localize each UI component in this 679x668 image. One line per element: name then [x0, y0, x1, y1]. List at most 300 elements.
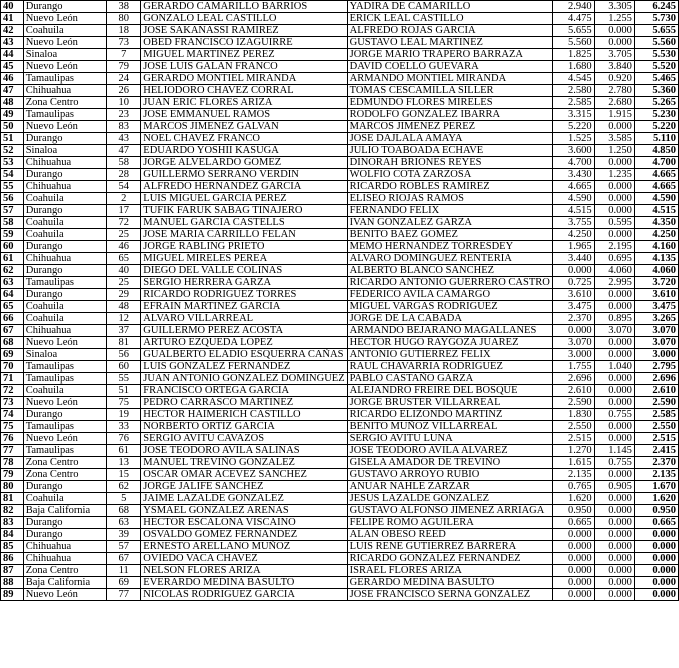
- table-row: [1, 421, 679, 433]
- candidate-number-cell: 83: [107, 121, 141, 133]
- total-cell: 3.070: [634, 325, 678, 337]
- rank-cell: 72: [1, 385, 24, 397]
- rank-cell: 54: [1, 169, 24, 181]
- candidate-name-cell: GUILLERMO SERRANO VERDIN: [141, 169, 347, 181]
- total-cell: 4.135: [634, 253, 678, 265]
- candidate-name-cell: SERGIO HERRERA GARZA: [141, 277, 347, 289]
- candidate-number-cell: 12: [107, 313, 141, 325]
- table-row: [1, 445, 679, 457]
- value-1-cell: 1.680: [552, 61, 594, 73]
- value-1-cell: 2.370: [552, 313, 594, 325]
- state-cell: Tamaulipas: [23, 109, 107, 121]
- total-cell: 0.000: [634, 541, 678, 553]
- candidate-number-cell: 39: [107, 529, 141, 541]
- candidate-name-cell: JOSE EMMANUEL RAMOS: [141, 109, 347, 121]
- total-cell: 0.950: [634, 505, 678, 517]
- candidate-name-cell: ALVARO VILLARREAL: [141, 313, 347, 325]
- suplente-name-cell: YADIRA DE CAMARILLO: [347, 1, 552, 13]
- suplente-name-cell: RAUL CHAVARRIA RODRIGUEZ: [347, 361, 552, 373]
- suplente-name-cell: ALBERTO BLANCO SANCHEZ: [347, 265, 552, 277]
- value-1-cell: 4.515: [552, 205, 594, 217]
- value-2-cell: 0.000: [594, 493, 634, 505]
- total-cell: 3.265: [634, 313, 678, 325]
- state-cell: Zona Centro: [23, 469, 107, 481]
- table-row: [1, 1, 679, 13]
- table-row: [1, 397, 679, 409]
- table-row: [1, 121, 679, 133]
- value-1-cell: 0.000: [552, 325, 594, 337]
- suplente-name-cell: FELIPE ROMO AGUILERA: [347, 517, 552, 529]
- table-row: [1, 481, 679, 493]
- candidate-number-cell: 25: [107, 277, 141, 289]
- total-cell: 2.135: [634, 469, 678, 481]
- candidate-number-cell: 43: [107, 133, 141, 145]
- table-row: [1, 217, 679, 229]
- candidate-number-cell: 54: [107, 181, 141, 193]
- table-row: [1, 457, 679, 469]
- suplente-name-cell: ISRAEL FLORES ARIZA: [347, 565, 552, 577]
- value-1-cell: 3.070: [552, 337, 594, 349]
- total-cell: 4.160: [634, 241, 678, 253]
- state-cell: Durango: [23, 265, 107, 277]
- rank-cell: 68: [1, 337, 24, 349]
- candidate-number-cell: 67: [107, 553, 141, 565]
- suplente-name-cell: JOSE TEODORO AVILA ALVAREZ: [347, 445, 552, 457]
- value-1-cell: 2.580: [552, 85, 594, 97]
- total-cell: 5.520: [634, 61, 678, 73]
- candidate-name-cell: HECTOR HAIMERICH CASTILLO: [141, 409, 347, 421]
- total-cell: 4.665: [634, 169, 678, 181]
- value-2-cell: 1.145: [594, 445, 634, 457]
- value-1-cell: 3.000: [552, 349, 594, 361]
- table-row: [1, 13, 679, 25]
- value-1-cell: 1.525: [552, 133, 594, 145]
- value-1-cell: 0.765: [552, 481, 594, 493]
- value-1-cell: 3.600: [552, 145, 594, 157]
- value-1-cell: 0.000: [552, 541, 594, 553]
- table-row: [1, 565, 679, 577]
- rank-cell: 64: [1, 289, 24, 301]
- state-cell: Coahuila: [23, 385, 107, 397]
- total-cell: 4.250: [634, 229, 678, 241]
- value-2-cell: 2.680: [594, 97, 634, 109]
- candidate-number-cell: 77: [107, 589, 141, 601]
- value-1-cell: 0.000: [552, 265, 594, 277]
- table-body: [1, 1, 679, 601]
- rank-cell: 58: [1, 217, 24, 229]
- value-2-cell: 1.235: [594, 169, 634, 181]
- candidate-number-cell: 24: [107, 73, 141, 85]
- rank-cell: 89: [1, 589, 24, 601]
- candidate-number-cell: 38: [107, 1, 141, 13]
- value-2-cell: 0.000: [594, 553, 634, 565]
- value-2-cell: 2.780: [594, 85, 634, 97]
- rank-cell: 69: [1, 349, 24, 361]
- table-row: [1, 97, 679, 109]
- value-2-cell: 0.920: [594, 73, 634, 85]
- state-cell: Tamaulipas: [23, 277, 107, 289]
- candidate-name-cell: NELSON FLORES ARIZA: [141, 565, 347, 577]
- value-1-cell: 2.940: [552, 1, 594, 13]
- suplente-name-cell: GUSTAVO ARROYO RUBIO: [347, 469, 552, 481]
- suplente-name-cell: DAVID COELLO GUEVARA: [347, 61, 552, 73]
- candidate-number-cell: 2: [107, 193, 141, 205]
- candidate-name-cell: EFRAIN MARTINEZ GARCIA: [141, 301, 347, 313]
- state-cell: Coahuila: [23, 217, 107, 229]
- suplente-name-cell: ALAN OBESO REED: [347, 529, 552, 541]
- rank-cell: 46: [1, 73, 24, 85]
- table-row: [1, 229, 679, 241]
- value-1-cell: 2.610: [552, 385, 594, 397]
- rank-cell: 75: [1, 421, 24, 433]
- table-row: [1, 253, 679, 265]
- candidate-number-cell: 10: [107, 97, 141, 109]
- rank-cell: 42: [1, 25, 24, 37]
- suplente-name-cell: EDMUNDO FLORES MIRELES: [347, 97, 552, 109]
- candidate-number-cell: 28: [107, 169, 141, 181]
- total-cell: 0.000: [634, 577, 678, 589]
- value-2-cell: 0.695: [594, 253, 634, 265]
- suplente-name-cell: ALVARO DOMINGUEZ RENTERIA: [347, 253, 552, 265]
- state-cell: Durango: [23, 1, 107, 13]
- value-1-cell: 2.550: [552, 421, 594, 433]
- value-2-cell: 0.595: [594, 217, 634, 229]
- candidate-name-cell: JUAN ERIC FLORES ARIZA: [141, 97, 347, 109]
- state-cell: Tamaulipas: [23, 421, 107, 433]
- table-row: [1, 181, 679, 193]
- rank-cell: 51: [1, 133, 24, 145]
- table-row: [1, 61, 679, 73]
- candidate-name-cell: JUAN ANTONIO GONZALEZ DOMINGUEZ: [141, 373, 347, 385]
- rank-cell: 55: [1, 181, 24, 193]
- rank-cell: 57: [1, 205, 24, 217]
- state-cell: Nuevo León: [23, 61, 107, 73]
- candidate-number-cell: 60: [107, 361, 141, 373]
- rank-cell: 71: [1, 373, 24, 385]
- suplente-name-cell: MARCOS JIMENEZ PEREZ: [347, 121, 552, 133]
- state-cell: Chihuahua: [23, 325, 107, 337]
- candidate-name-cell: SERGIO AVITU CAVAZOS: [141, 433, 347, 445]
- candidate-name-cell: DIEGO DEL VALLE COLINAS: [141, 265, 347, 277]
- value-2-cell: 0.000: [594, 205, 634, 217]
- rank-cell: 80: [1, 481, 24, 493]
- value-1-cell: 0.000: [552, 577, 594, 589]
- candidate-number-cell: 15: [107, 469, 141, 481]
- state-cell: Zona Centro: [23, 457, 107, 469]
- value-1-cell: 1.270: [552, 445, 594, 457]
- candidate-number-cell: 26: [107, 85, 141, 97]
- rank-cell: 44: [1, 49, 24, 61]
- value-2-cell: 0.000: [594, 25, 634, 37]
- value-2-cell: 0.000: [594, 301, 634, 313]
- table-row: [1, 325, 679, 337]
- suplente-name-cell: GISELA AMADOR DE TREVIÑO: [347, 457, 552, 469]
- rank-cell: 61: [1, 253, 24, 265]
- suplente-name-cell: FERNANDO FELIX: [347, 205, 552, 217]
- state-cell: Chihuahua: [23, 85, 107, 97]
- candidate-name-cell: MARCOS JIMENEZ GALVAN: [141, 121, 347, 133]
- state-cell: Tamaulipas: [23, 445, 107, 457]
- total-cell: 2.795: [634, 361, 678, 373]
- value-2-cell: 4.060: [594, 265, 634, 277]
- rank-cell: 52: [1, 145, 24, 157]
- state-cell: Chihuahua: [23, 541, 107, 553]
- value-1-cell: 0.000: [552, 589, 594, 601]
- value-2-cell: 0.755: [594, 409, 634, 421]
- value-2-cell: 3.840: [594, 61, 634, 73]
- suplente-name-cell: ERICK LEAL CASTILLO: [347, 13, 552, 25]
- candidate-number-cell: 18: [107, 25, 141, 37]
- table-row: [1, 169, 679, 181]
- suplente-name-cell: ELISEO RIOJAS RAMOS: [347, 193, 552, 205]
- candidate-name-cell: HECTOR ESCALONA VISCAINO: [141, 517, 347, 529]
- value-1-cell: 1.830: [552, 409, 594, 421]
- value-2-cell: 0.895: [594, 313, 634, 325]
- suplente-name-cell: SERGIO AVITU LUNA: [347, 433, 552, 445]
- suplente-name-cell: GUSTAVO ALFONSO JIMENEZ ARRIAGA: [347, 505, 552, 517]
- total-cell: 5.465: [634, 73, 678, 85]
- candidate-name-cell: JAIME LAZALDE GONZALEZ: [141, 493, 347, 505]
- candidate-name-cell: GERARDO MONTIEL MIRANDA: [141, 73, 347, 85]
- state-cell: Chihuahua: [23, 553, 107, 565]
- value-2-cell: 0.000: [594, 541, 634, 553]
- state-cell: Coahuila: [23, 493, 107, 505]
- candidate-number-cell: 5: [107, 493, 141, 505]
- value-2-cell: 0.000: [594, 229, 634, 241]
- value-1-cell: 5.560: [552, 37, 594, 49]
- rank-cell: 87: [1, 565, 24, 577]
- table-row: [1, 37, 679, 49]
- state-cell: Durango: [23, 289, 107, 301]
- candidate-number-cell: 51: [107, 385, 141, 397]
- table-row: [1, 493, 679, 505]
- candidate-name-cell: JOSE TEODORO AVILA SALINAS: [141, 445, 347, 457]
- value-2-cell: 1.255: [594, 13, 634, 25]
- table-row: [1, 409, 679, 421]
- state-cell: Zona Centro: [23, 565, 107, 577]
- total-cell: 4.350: [634, 217, 678, 229]
- rank-cell: 73: [1, 397, 24, 409]
- rank-cell: 47: [1, 85, 24, 97]
- total-cell: 5.560: [634, 37, 678, 49]
- total-cell: 4.700: [634, 157, 678, 169]
- candidate-name-cell: LUIS GONZALEZ FERNANDEZ: [141, 361, 347, 373]
- candidate-name-cell: MANUEL TREVIÑO GONZALEZ: [141, 457, 347, 469]
- rank-cell: 82: [1, 505, 24, 517]
- rank-cell: 83: [1, 517, 24, 529]
- candidate-name-cell: FRANCISCO ORTEGA GARCIA: [141, 385, 347, 397]
- candidate-number-cell: 29: [107, 289, 141, 301]
- candidate-name-cell: PEDRO CARRASCO MARTINEZ: [141, 397, 347, 409]
- value-2-cell: 0.000: [594, 157, 634, 169]
- value-1-cell: 2.696: [552, 373, 594, 385]
- state-cell: Sinaloa: [23, 49, 107, 61]
- total-cell: 0.665: [634, 517, 678, 529]
- suplente-name-cell: DINORAH BRIONES REYES: [347, 157, 552, 169]
- value-1-cell: 4.700: [552, 157, 594, 169]
- value-1-cell: 1.965: [552, 241, 594, 253]
- value-2-cell: 0.000: [594, 421, 634, 433]
- value-2-cell: 0.755: [594, 457, 634, 469]
- total-cell: 2.585: [634, 409, 678, 421]
- value-2-cell: 2.195: [594, 241, 634, 253]
- value-1-cell: 0.665: [552, 517, 594, 529]
- candidate-name-cell: ERNESTO ARELLANO MUÑOZ: [141, 541, 347, 553]
- state-cell: Durango: [23, 241, 107, 253]
- suplente-name-cell: RODOLFO GONZALEZ IBARRA: [347, 109, 552, 121]
- candidate-number-cell: 75: [107, 397, 141, 409]
- total-cell: 4.850: [634, 145, 678, 157]
- candidate-name-cell: GUALBERTO ELADIO ESQUERRA CAÑAS: [141, 349, 347, 361]
- candidate-number-cell: 80: [107, 13, 141, 25]
- suplente-name-cell: ANTONIO GUTIERREZ FELIX: [347, 349, 552, 361]
- candidate-number-cell: 23: [107, 109, 141, 121]
- value-2-cell: 3.705: [594, 49, 634, 61]
- rank-cell: 66: [1, 313, 24, 325]
- table-row: [1, 313, 679, 325]
- total-cell: 5.530: [634, 49, 678, 61]
- state-cell: Durango: [23, 169, 107, 181]
- value-2-cell: 1.250: [594, 145, 634, 157]
- candidate-name-cell: JORGE RABLING PRIETO: [141, 241, 347, 253]
- value-1-cell: 2.585: [552, 97, 594, 109]
- rank-cell: 56: [1, 193, 24, 205]
- table-row: [1, 433, 679, 445]
- state-cell: Nuevo León: [23, 397, 107, 409]
- rank-cell: 76: [1, 433, 24, 445]
- candidate-number-cell: 73: [107, 37, 141, 49]
- table-row: [1, 589, 679, 601]
- candidate-name-cell: OSCAR OMAR ACEVEZ SANCHEZ: [141, 469, 347, 481]
- state-cell: Durango: [23, 481, 107, 493]
- table-row: [1, 25, 679, 37]
- total-cell: 2.550: [634, 421, 678, 433]
- total-cell: 0.000: [634, 565, 678, 577]
- value-2-cell: 0.000: [594, 469, 634, 481]
- candidate-name-cell: ARTURO EZQUEDA LOPEZ: [141, 337, 347, 349]
- suplente-name-cell: JORGE MARIO TRAPERO BARRAZA: [347, 49, 552, 61]
- candidate-name-cell: GONZALO LEAL CASTILLO: [141, 13, 347, 25]
- value-1-cell: 5.220: [552, 121, 594, 133]
- value-2-cell: 0.000: [594, 289, 634, 301]
- candidate-number-cell: 55: [107, 373, 141, 385]
- rank-cell: 40: [1, 1, 24, 13]
- total-cell: 5.730: [634, 13, 678, 25]
- total-cell: 5.230: [634, 109, 678, 121]
- rank-cell: 85: [1, 541, 24, 553]
- table-row: [1, 553, 679, 565]
- suplente-name-cell: LUIS RENE GUTIERREZ BARRERA: [347, 541, 552, 553]
- table-row: [1, 505, 679, 517]
- candidate-name-cell: GERARDO CAMARILLO BARRIOS: [141, 1, 347, 13]
- state-cell: Nuevo León: [23, 13, 107, 25]
- rank-cell: 59: [1, 229, 24, 241]
- value-1-cell: 1.825: [552, 49, 594, 61]
- candidate-number-cell: 58: [107, 157, 141, 169]
- value-1-cell: 0.950: [552, 505, 594, 517]
- value-1-cell: 3.610: [552, 289, 594, 301]
- value-2-cell: 0.000: [594, 397, 634, 409]
- value-1-cell: 2.515: [552, 433, 594, 445]
- candidate-number-cell: 56: [107, 349, 141, 361]
- value-1-cell: 4.590: [552, 193, 594, 205]
- candidate-number-cell: 47: [107, 145, 141, 157]
- total-cell: 3.070: [634, 337, 678, 349]
- total-cell: 3.475: [634, 301, 678, 313]
- state-cell: Chihuahua: [23, 253, 107, 265]
- value-2-cell: 0.000: [594, 121, 634, 133]
- rank-cell: 41: [1, 13, 24, 25]
- value-2-cell: 0.000: [594, 505, 634, 517]
- total-cell: 5.220: [634, 121, 678, 133]
- suplente-name-cell: MIGUEL VARGAS RODRIGUEZ: [347, 301, 552, 313]
- rank-cell: 49: [1, 109, 24, 121]
- value-1-cell: 1.755: [552, 361, 594, 373]
- suplente-name-cell: JESUS LAZALDE GONZALEZ: [347, 493, 552, 505]
- value-1-cell: 3.475: [552, 301, 594, 313]
- state-cell: Coahuila: [23, 301, 107, 313]
- state-cell: Durango: [23, 205, 107, 217]
- value-2-cell: 0.000: [594, 337, 634, 349]
- total-cell: 5.265: [634, 97, 678, 109]
- suplente-name-cell: JOSE DAJLALA AMAYA: [347, 133, 552, 145]
- state-cell: Tamaulipas: [23, 73, 107, 85]
- value-2-cell: 0.000: [594, 577, 634, 589]
- table-row: [1, 265, 679, 277]
- candidate-name-cell: ALFREDO HERNANDEZ GARCIA: [141, 181, 347, 193]
- table-row: [1, 277, 679, 289]
- state-cell: Durango: [23, 529, 107, 541]
- table-row: [1, 301, 679, 313]
- candidate-number-cell: 68: [107, 505, 141, 517]
- table-row: [1, 469, 679, 481]
- suplente-name-cell: HECTOR HUGO RAYGOZA JUAREZ: [347, 337, 552, 349]
- candidate-name-cell: NOEL CHAVEZ FRANCO: [141, 133, 347, 145]
- rank-cell: 88: [1, 577, 24, 589]
- candidate-name-cell: HELIODORO CHAVEZ CORRAL: [141, 85, 347, 97]
- table-row: [1, 85, 679, 97]
- table-row: [1, 49, 679, 61]
- value-2-cell: 1.915: [594, 109, 634, 121]
- suplente-name-cell: TOMAS CESCAMILLA SILLER: [347, 85, 552, 97]
- total-cell: 4.590: [634, 193, 678, 205]
- rank-cell: 60: [1, 241, 24, 253]
- value-1-cell: 3.440: [552, 253, 594, 265]
- suplente-name-cell: RICARDO ANTONIO GUERRERO CASTRO: [347, 277, 552, 289]
- suplente-name-cell: RICARDO ROBLES RAMIREZ: [347, 181, 552, 193]
- total-cell: 4.665: [634, 181, 678, 193]
- candidate-number-cell: 33: [107, 421, 141, 433]
- suplente-name-cell: GUSTAVO LEAL MARTINEZ: [347, 37, 552, 49]
- state-cell: Zona Centro: [23, 97, 107, 109]
- table-row: [1, 241, 679, 253]
- total-cell: 2.590: [634, 397, 678, 409]
- total-cell: 2.696: [634, 373, 678, 385]
- value-1-cell: 1.620: [552, 493, 594, 505]
- candidate-number-cell: 81: [107, 337, 141, 349]
- total-cell: 4.515: [634, 205, 678, 217]
- total-cell: 2.415: [634, 445, 678, 457]
- suplente-name-cell: JORGE BRUSTER VILLARREAL: [347, 397, 552, 409]
- suplente-name-cell: FEDERICO AVILA CAMARGO: [347, 289, 552, 301]
- rank-cell: 77: [1, 445, 24, 457]
- state-cell: Nuevo León: [23, 121, 107, 133]
- value-2-cell: 0.000: [594, 385, 634, 397]
- candidate-name-cell: EDUARDO YOSHII KASUGA: [141, 145, 347, 157]
- total-cell: 6.245: [634, 1, 678, 13]
- candidate-name-cell: JOSE LUIS GALAN FRANCO: [141, 61, 347, 73]
- value-1-cell: 4.475: [552, 13, 594, 25]
